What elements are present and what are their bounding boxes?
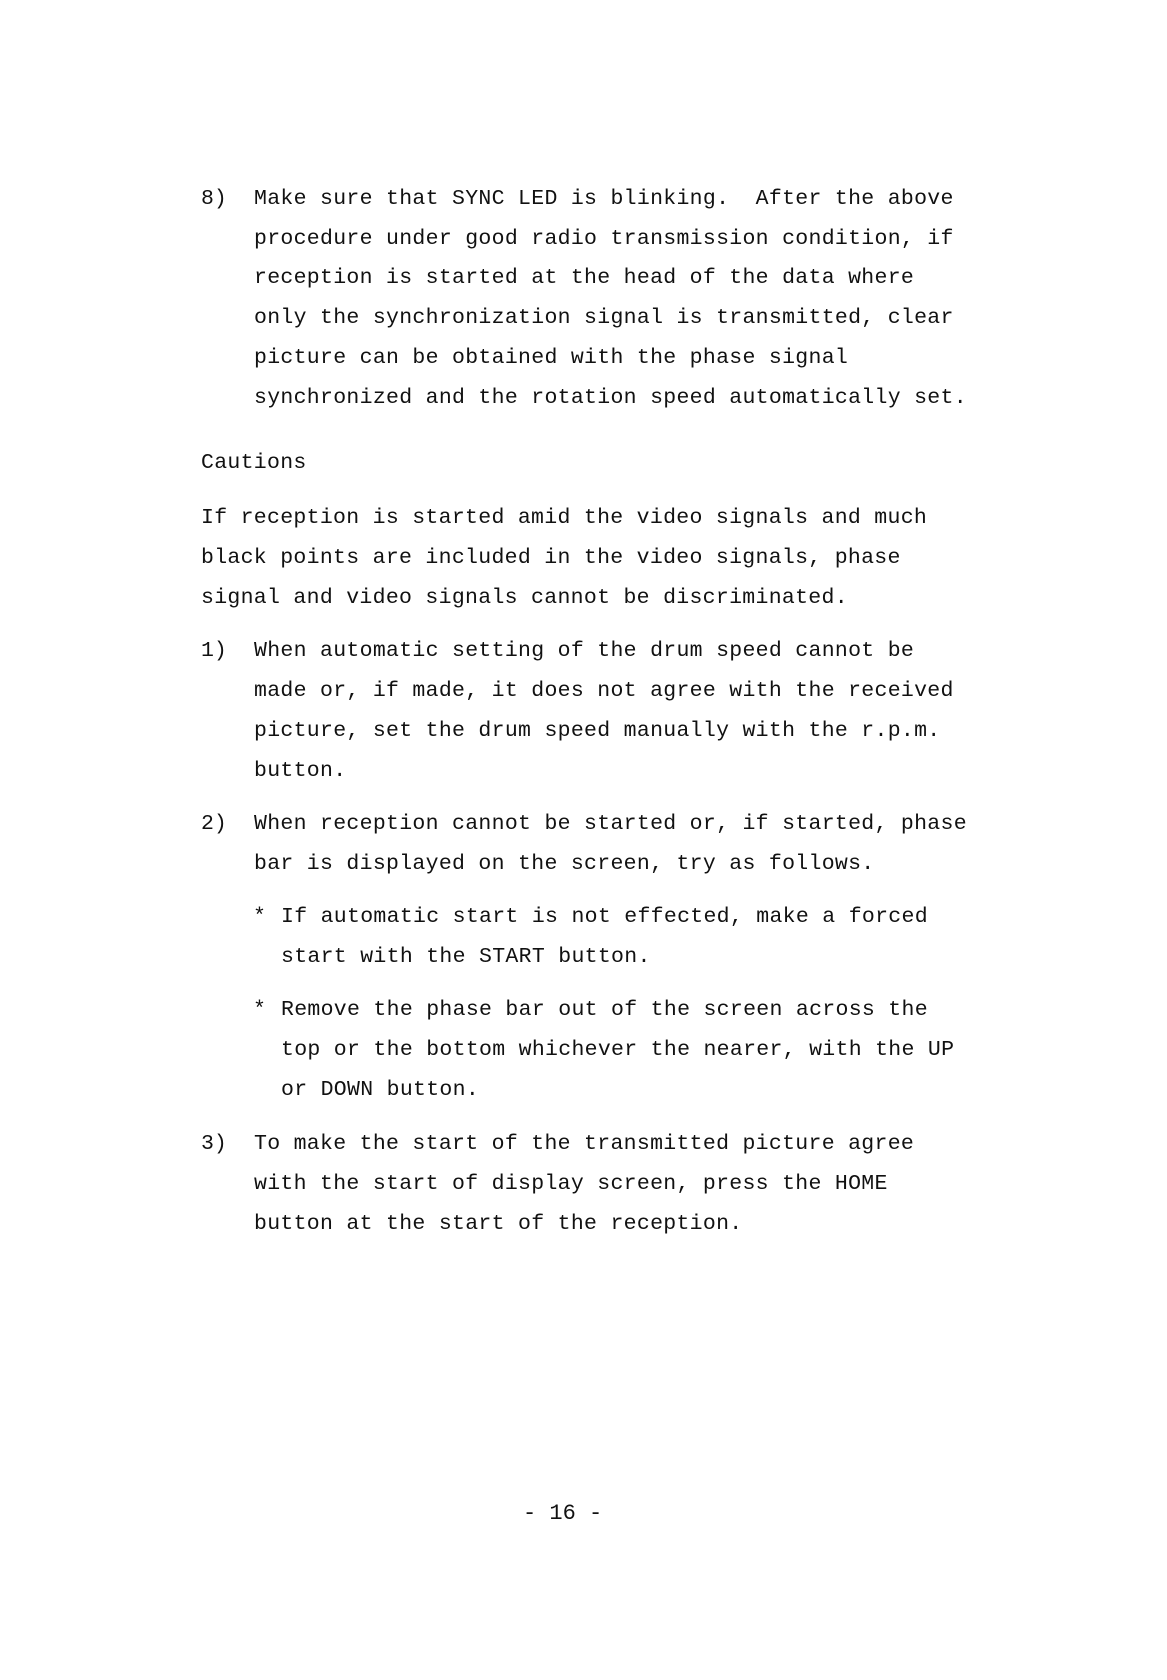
caution-item-3-number: 3) <box>201 1132 227 1156</box>
caution-item-1-line-1: When automatic setting of the drum speed cannot be <box>254 639 915 663</box>
cautions-heading: Cautions <box>201 451 307 475</box>
caution-item-3-line-3: button at the start of the reception. <box>254 1212 743 1236</box>
caution-item-2-number: 2) <box>201 812 227 836</box>
caution-item-3-line-2: with the start of display screen, press the HOME <box>254 1172 888 1196</box>
item-8-line-5: picture can be obtained with the phase signal <box>254 346 849 370</box>
caution-item-1-line-2: made or, if made, it does not agree with the received <box>254 679 954 703</box>
item-8-line-2: procedure under good radio transmission condition, if <box>254 227 954 251</box>
cautions-intro-line-2: black points are included in the video signals, phase <box>201 546 901 570</box>
bullet-1-line-1: If automatic start is not effected, make a forced <box>281 905 928 929</box>
page-number: - 16 - <box>523 1501 603 1526</box>
bullet-1-line-2: start with the START button. <box>281 945 651 969</box>
bullet-2-line-1: Remove the phase bar out of the screen across the <box>281 998 928 1022</box>
bullet-2-line-3: or DOWN button. <box>281 1078 480 1102</box>
caution-item-1-line-3: picture, set the drum speed manually with the r.p.m. <box>254 719 941 743</box>
item-8-line-3: reception is started at the head of the data where <box>254 266 915 290</box>
item-8-line-1: Make sure that SYNC LED is blinking. After the above <box>254 187 954 211</box>
bullet-1-marker: * <box>253 905 266 929</box>
item-8-number: 8) <box>201 187 227 211</box>
bullet-2-line-2: top or the bottom whichever the nearer, with the UP <box>281 1038 955 1062</box>
item-8-line-6: synchronized and the rotation speed automatically set. <box>254 386 967 410</box>
caution-item-1-number: 1) <box>201 639 227 663</box>
caution-item-2-line-1: When reception cannot be started or, if started, phase <box>254 812 967 836</box>
cautions-intro-line-3: signal and video signals cannot be discriminated. <box>201 586 848 610</box>
caution-item-1-line-4: button. <box>254 759 347 783</box>
bullet-2-marker: * <box>253 998 266 1022</box>
caution-item-3-line-1: To make the start of the transmitted picture agree <box>254 1132 915 1156</box>
cautions-intro-line-1: If reception is started amid the video signals and much <box>201 506 928 530</box>
item-8-line-4: only the synchronization signal is transmitted, clear <box>254 306 954 330</box>
caution-item-2-line-2: bar is displayed on the screen, try as follows. <box>254 852 875 876</box>
